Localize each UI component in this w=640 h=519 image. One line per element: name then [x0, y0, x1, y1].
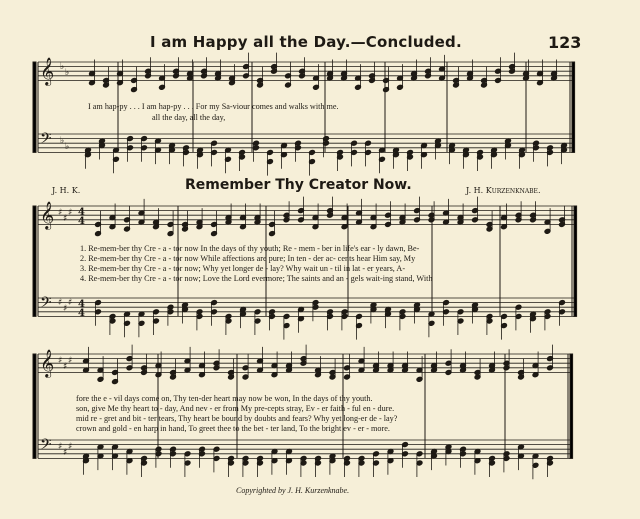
key-signature: ♯	[68, 356, 73, 366]
key-signature: ♭	[65, 68, 70, 78]
verse-line: 2. Re-mem-ber thy Cre - a - tor now While affections are pure; In ten - der ac- cents hear Him say, My	[80, 254, 416, 263]
time-signature: 4	[78, 308, 85, 319]
composer-credit: J. H. Kurzenknabe.	[466, 186, 541, 195]
key-signature: ♯	[63, 304, 68, 314]
key-signature: ♯	[68, 298, 73, 308]
verse-line: fore the e - vil days come on, Thy ten-der heart may now be won, In the days of thy youth.	[76, 394, 373, 403]
key-signature: ♯	[63, 362, 68, 372]
key-signature: ♯	[63, 448, 68, 458]
time-signature: 4	[78, 207, 85, 218]
page-title: I am Happy all the Day.—Concluded.	[150, 33, 462, 51]
verse-line: 1. Re-mem-ber thy Cre - a - tor now In the days of thy youth; Re - mem - ber in life's ear - ly dawn, Be-	[80, 244, 420, 253]
author-credit: J. H. K.	[52, 186, 81, 195]
system-bracket	[33, 62, 36, 152]
key-signature: ♯	[58, 208, 63, 218]
page-number: 123	[548, 33, 582, 52]
system-bracket	[33, 206, 36, 316]
time-signature: 4	[78, 216, 85, 227]
copyright-notice: Copyrighted by J. H. Kurzenknabe.	[236, 486, 350, 495]
verse-line: son, give Me thy heart to - day, And nev - er from My pre-cepts stray, Ev - er faith - ful en - dure.	[76, 404, 395, 413]
bass-clef: 𝄢	[40, 294, 52, 315]
verse-line: 3. Re-mem-ber thy Cre - a - tor now; Why yet longer de - lay? Why wait un - til in lat - er years, A-	[80, 264, 406, 273]
treble-clef: 𝄞	[40, 201, 55, 229]
treble-clef: 𝄞	[40, 349, 55, 377]
final-barline	[570, 354, 573, 458]
verse-line: crown and gold - en harp in hand, To greet thee to the bet - ter land, To the bright ev - er - more.	[76, 424, 390, 433]
key-signature: ♯	[58, 298, 63, 308]
time-signature: 4	[78, 299, 85, 310]
bass-clef: 𝄢	[40, 436, 52, 457]
key-signature: ♯	[58, 356, 63, 366]
key-signature: ♯	[63, 214, 68, 224]
treble-clef: 𝄞	[40, 57, 55, 85]
verse-line: 4. Re-mem-ber thy Cre - a - tor now; Love the Lord evermore; The saints and an - gels wait-ing stand, With	[80, 274, 433, 283]
key-signature: ♯	[68, 208, 73, 218]
key-signature: ♯	[58, 442, 63, 452]
key-signature: ♯	[68, 442, 73, 452]
system-bracket	[33, 354, 36, 458]
key-signature: ♭	[65, 142, 70, 152]
hymn1-lyrics-line2: all the day, all the day,	[152, 113, 226, 122]
key-signature: ♭	[60, 136, 65, 146]
final-barline	[572, 62, 575, 152]
hymn-title: Remember Thy Creator Now.	[185, 177, 412, 193]
verse-line: mid re - gret and bit - ter tears, Thy heart be bound by doubts and fears? Why yet long-er de - lay?	[76, 414, 398, 423]
final-barline	[574, 206, 577, 316]
key-signature: ♭	[60, 62, 65, 72]
bass-clef: 𝄢	[40, 130, 52, 151]
hymn1-lyrics-line1: I am hap-py . . . I am hap-py . . . For my Sa-viour comes and walks with me.	[88, 102, 339, 111]
